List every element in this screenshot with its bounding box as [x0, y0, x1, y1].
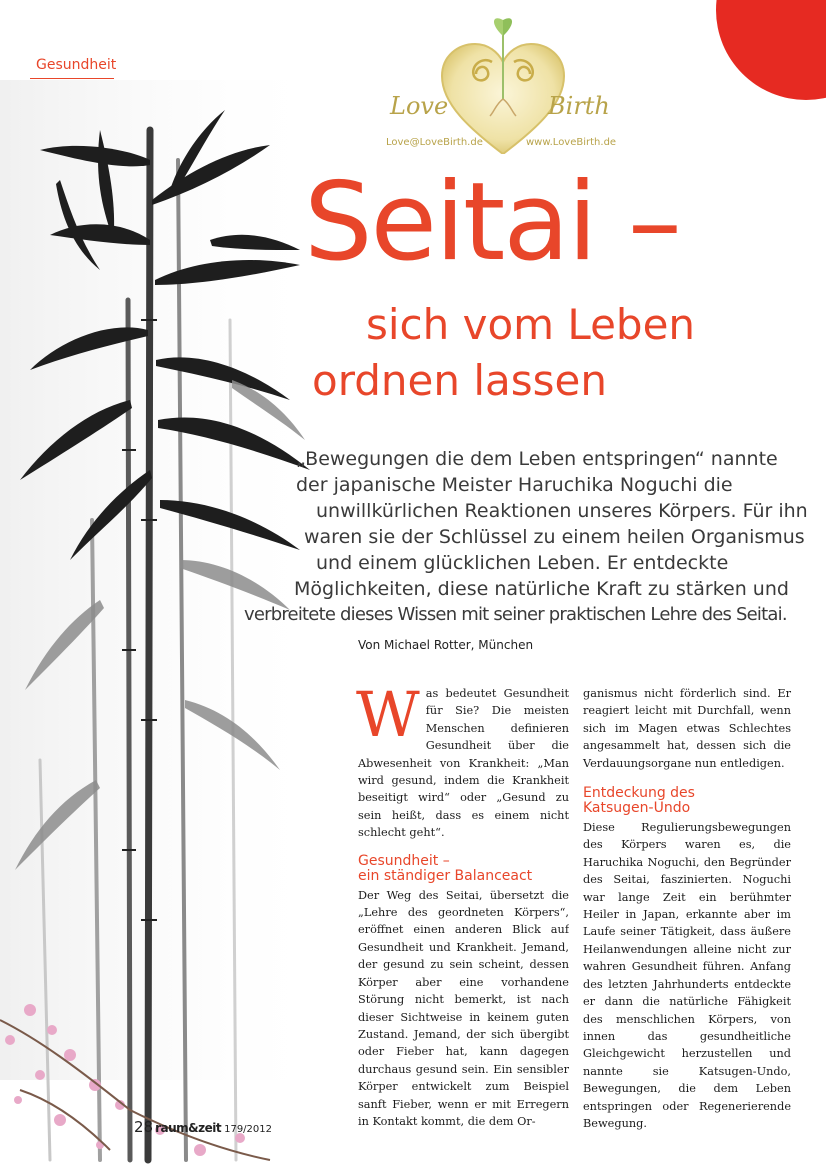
magazine-name: raum&zeit	[155, 1121, 222, 1135]
body-column-2	[583, 685, 791, 1132]
heart-logo-icon	[380, 4, 626, 154]
issue-number: 179/2012	[224, 1124, 272, 1135]
paragraph-katsugen: Diese Regulierungsbewegungen des Körpers waren es, die Haruchika Noguchi, den Begründer des Seitai, faszinierten. Noguchi war lange Zeit ein berühmter Heiler in Japan, erkannte aber im Laufe seiner Tätigkeit, dass äußere Heilanwendungen alleine nicht zur wahren Gesundheit führen. Anfang des letzten Jahrhunderts entdeckte er dann die natürliche Fähigkeit des menschlichen Körpers, von innen das gesundheitliche Gleichgewicht herzustellen und nannte sie Katsugen-Undo, Bewegungen, die dem Leben entspringen oder Regenerierende Bewegung.	[583, 821, 791, 1130]
logo-url[interactable]: www.LoveBirth.de	[526, 137, 617, 148]
article-title: Seitai –	[304, 160, 680, 285]
subhead-balanceact-line-2: ein ständiger Balanceact	[358, 867, 533, 884]
paragraph-balanceact: Der Weg des Seitai, übersetzt die „Lehre des geordneten Körpers“, eröffnet einen anderen Blick auf Gesundheit und Krankheit. Jemand, der gesund zu sein scheint, dessen Körper aber eine vorhandene Störung nicht bemerkt, ist nach dieser Sichtweise in keinem guten Zustand. Jemand, der sich übergibt oder Fieber hat, kann dagegen durchaus gesund sein. Ein sensibler Körper entwickelt zum Beispiel sanft Fieber, wenn er mit Erregern in Kontakt kommt, die dem Or-	[358, 888, 569, 1128]
section-rule	[30, 78, 114, 79]
body-column-1	[356, 678, 569, 1130]
lead-line-7: verbreitete dieses Wissen mit seiner praktischen Lehre des Seitai.	[244, 604, 787, 625]
paragraph-balanceact-continued: ganismus nicht förderlich sind. Er reagiert leicht mit Durchfall, wenn sich im Magen etwas Schlechtes angesammelt hat, dessen sich die Verdauungsorgane nun entledigen.	[583, 687, 791, 770]
subhead-katsugen-line-1: Entdeckung des	[583, 785, 695, 802]
byline: Von Michael Rotter, München	[358, 638, 534, 652]
lead-line-1: „Bewegungen die dem Leben entspringen“ nannte	[296, 448, 778, 470]
section-label: Gesundheit	[36, 57, 117, 73]
intro-paragraph	[356, 678, 569, 842]
dropcap: W	[356, 678, 420, 751]
lead-line-2: der japanische Meister Haruchika Noguchi die	[296, 474, 733, 496]
article-subtitle-line-1: sich vom Leben	[366, 300, 696, 349]
subhead-balanceact	[358, 854, 569, 884]
logo-email[interactable]: Love@LoveBirth.de	[386, 137, 483, 148]
lead-line-4: waren sie der Schlüssel zu einem heilen Organismus	[304, 526, 805, 548]
lead-line-6: Möglichkeiten, diese natürliche Kraft zu stärken und	[294, 578, 789, 600]
lovebirth-logo	[380, 4, 626, 154]
page-footer	[134, 1117, 272, 1136]
subhead-balanceact-line-1: Gesundheit –	[358, 852, 450, 869]
lead-line-5: und einem glücklichen Leben. Er entdeckte	[316, 552, 729, 574]
page-number: 28	[134, 1118, 154, 1136]
article-subtitle-line-2: ordnen lassen	[312, 356, 607, 405]
lead-line-3: unwillkürlichen Reaktionen unseres Körpers. Für ihn	[316, 500, 808, 522]
subhead-katsugen-line-2: Katsugen-Undo	[583, 800, 691, 817]
logo-birth-word: Birth	[548, 92, 610, 120]
intro-text: as bedeutet Gesundheit für Sie? Die meisten Menschen definieren Gesundheit über die Abwesenheit von Krankheit: „Man wird gesund, indem die Krankheit beseitigt wird“ oder „Gesund zu sein heißt, dass es einem nicht schlecht geht“.	[358, 687, 569, 840]
subhead-katsugen	[583, 786, 791, 816]
logo-love-word: Love	[390, 92, 449, 120]
